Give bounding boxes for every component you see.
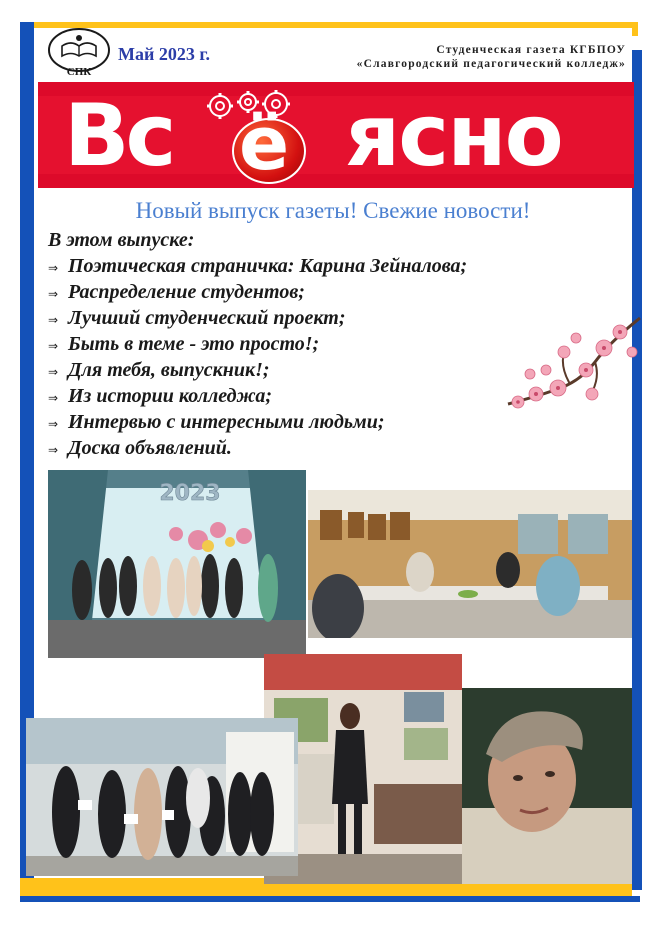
contents-item: ⇒ Для тебя, выпускник!; (48, 359, 270, 381)
logo-text: СПК (66, 66, 92, 78)
contents-item: ⇒ Распределение студентов; (48, 281, 305, 303)
issue-date: Май 2023 г. (118, 44, 211, 64)
masthead-title-part-1: Вс (64, 86, 173, 186)
arrow-icon: ⇒ (48, 417, 59, 431)
publisher-info (357, 43, 626, 71)
arrow-icon: ⇒ (48, 261, 59, 275)
photo-students-with-diplomas (26, 718, 298, 876)
publisher-line-2: «Славгородский педагогический колледж» (356, 58, 626, 70)
contents-item: ⇒ Интервью с интересными людьми; (48, 411, 385, 433)
photo-portrait-young-man (462, 688, 632, 884)
contents-item: ⇒ Поэтическая страничка: Карина Зейналова; (48, 255, 468, 277)
contents-item: ⇒ Быть в теме - это просто!; (48, 333, 320, 355)
arrow-icon: ⇒ (48, 391, 59, 405)
arrow-icon: ⇒ (48, 443, 59, 457)
photo-graduation-stage (48, 470, 306, 658)
bottom-frame-blue-bar (20, 896, 640, 902)
arrow-icon: ⇒ (48, 313, 59, 327)
contents-item: ⇒ Доска объявлений. (48, 437, 232, 459)
contents-item: ⇒ Из истории колледжа; (48, 385, 273, 407)
masthead-title-part-2: ясно (345, 86, 562, 186)
contents-title: В этом выпуске: (48, 229, 195, 251)
photo-banner-year: 2023 (159, 481, 221, 506)
contents-item: ⇒ Лучший студенческий проект; (48, 307, 346, 329)
arrow-icon: ⇒ (48, 339, 59, 353)
arrow-icon: ⇒ (48, 287, 59, 301)
contents-list (48, 255, 467, 463)
publisher-line-1: Студенческая газета КГБПОУ (436, 44, 626, 56)
college-logo (46, 26, 112, 78)
masthead-title-letter: ё (239, 101, 290, 187)
photo-meeting-room (308, 490, 632, 638)
headline: Новый выпуск газеты! Свежие новости! (135, 198, 531, 223)
cherry-blossom-icon (500, 312, 645, 422)
arrow-icon: ⇒ (48, 365, 59, 379)
